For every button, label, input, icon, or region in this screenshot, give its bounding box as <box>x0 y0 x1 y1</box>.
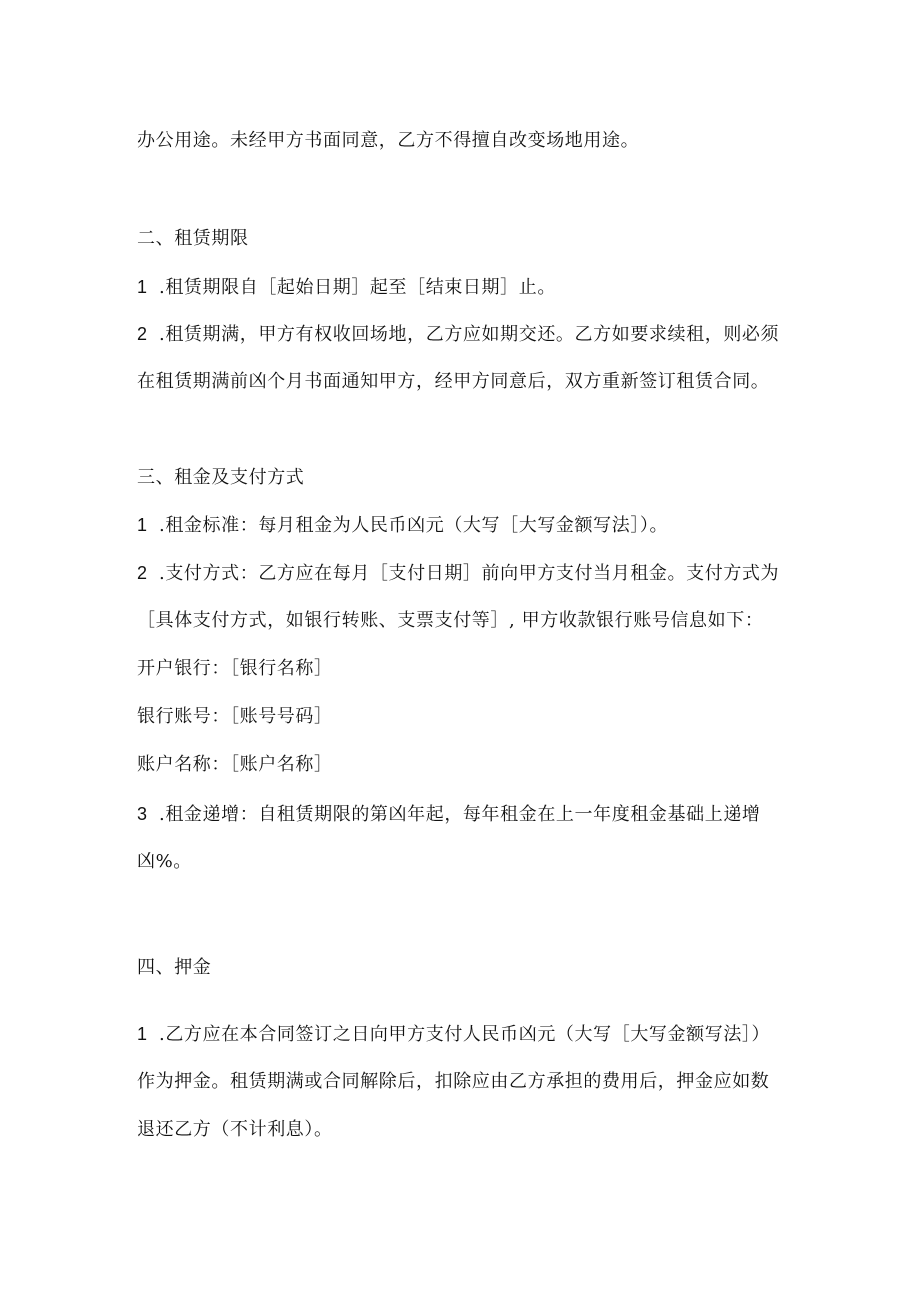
clause-number: 2 <box>137 563 148 583</box>
clause-number: 1 <box>137 277 148 297</box>
clause-4-1-line-1 <box>137 1022 797 1047</box>
account-name-line: 账户名称：［账户名称］ <box>137 754 333 775</box>
clause-number: 3 <box>137 804 148 824</box>
clause-4-1-line-2: 作为押金。租赁期满或合同解除后，扣除应由乙方承担的费用后，押金应如数 <box>137 1071 770 1092</box>
clause-text: .租金递增：自租赁期限的第凶年起，每年租金在上一年度租金基础上递增 <box>159 804 761 825</box>
clause-3-2-line-1 <box>137 561 797 586</box>
clause-text: .支付方式：乙方应在每月［支付日期］前向甲方支付当月租金。支付方式为 <box>159 563 780 584</box>
bank-name-line: 开户银行：［银行名称］ <box>137 658 333 679</box>
clause-text: .租金标准：每月租金为人民币凶元（大写［大写金额写法］）。 <box>159 515 669 536</box>
bank-account-line: 银行账号：［账号号码］ <box>137 706 333 727</box>
clause-number: 1 <box>137 1024 148 1044</box>
clause-text: .乙方应在本合同签订之日向甲方支付人民币凶元（大写［大写金额写法］） <box>159 1024 771 1045</box>
clause-3-3-line-2: 凶%。 <box>137 851 192 872</box>
section-heading-deposit: 四、押金 <box>137 957 212 978</box>
clause-4-1-line-3: 退还乙方（不计利息）。 <box>137 1119 333 1140</box>
clause-text: .租赁期满，甲方有权收回场地，乙方应如期交还。乙方如要求续租，则必须 <box>159 324 780 345</box>
section-heading-lease-term: 二、租赁期限 <box>137 228 249 249</box>
clause-2-1 <box>137 275 797 300</box>
clause-3-3-line-1 <box>137 802 797 827</box>
paragraph-usage-end: 办公用途。未经甲方书面同意，乙方不得擅自改变场地用途。 <box>137 130 640 151</box>
clause-number: 1 <box>137 515 148 535</box>
clause-3-2-line-2: ［具体支付方式，如银行转账、支票支付等］, 甲方收款银行账号信息如下： <box>137 610 764 631</box>
clause-number: 2 <box>137 324 148 344</box>
clause-text: .租赁期限自［起始日期］起至［结束日期］止。 <box>159 277 556 298</box>
clause-2-2-line-1 <box>137 322 797 347</box>
clause-2-2-line-2: 在租赁期满前凶个月书面通知甲方，经甲方同意后，双方重新签订租赁合同。 <box>137 371 770 392</box>
section-heading-rent-payment: 三、租金及支付方式 <box>137 467 305 488</box>
clause-3-1 <box>137 513 797 538</box>
